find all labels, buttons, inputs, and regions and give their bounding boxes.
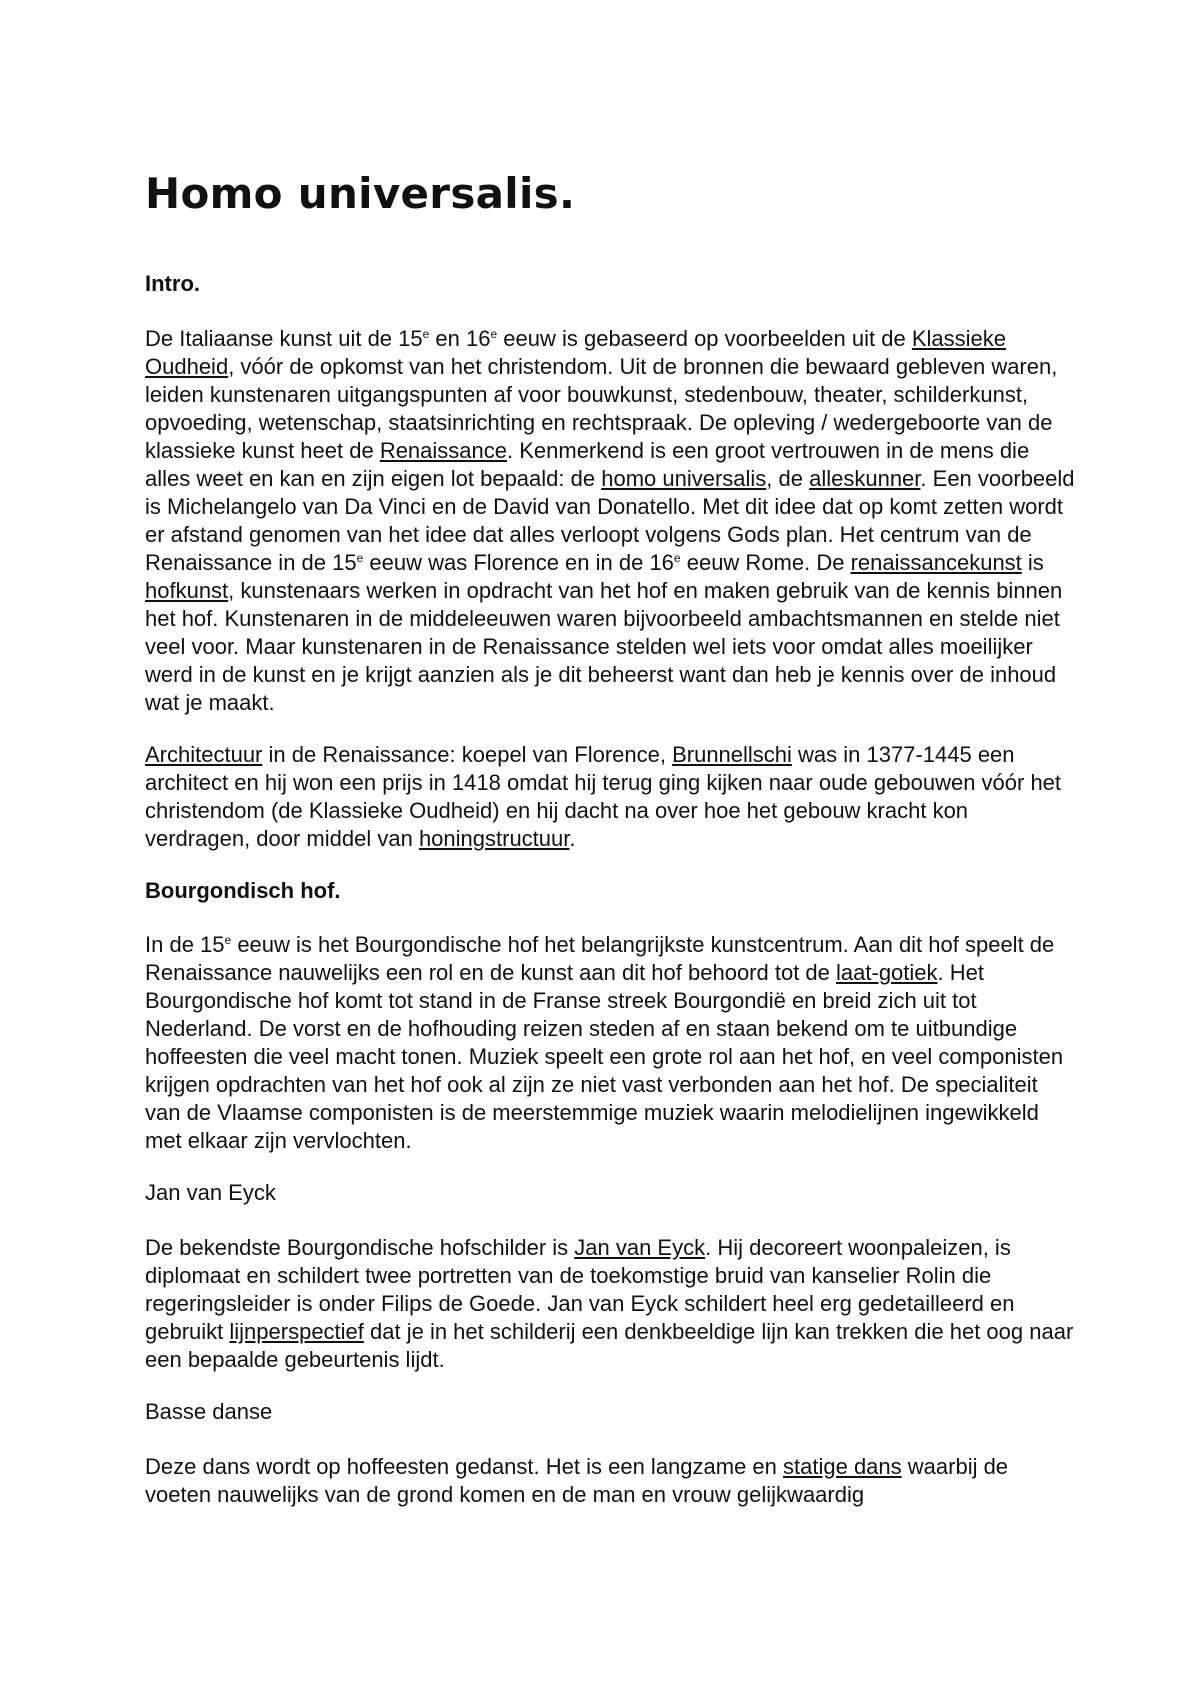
- text: Deze dans wordt op hoffeesten gedanst. Het is een langzame en: [145, 1453, 784, 1479]
- link-alleskunner[interactable]: alleskunner: [809, 465, 921, 491]
- superscript: e: [356, 550, 364, 565]
- text: is: [1021, 549, 1044, 575]
- section-heading-jan-van-eyck: Jan van Eyck: [145, 1180, 276, 1206]
- text: . Hij decoreert woonpaleizen, is diplomaat en schildert twee portretten van de toekomstige bruid van kanselier Rolin die regeringsleider is onder Filips de Goede. Jan van Eyck schildert heel erg gedetailleerd en gebruikt: [145, 1235, 1015, 1345]
- link-renaissance[interactable]: Renaissance: [379, 437, 507, 463]
- link-hofkunst[interactable]: hofkunst: [145, 577, 229, 603]
- superscript: e: [422, 326, 430, 341]
- text: In de 15: [145, 932, 225, 958]
- text: . Kenmerkend is een groot vertrouwen in de mens die alles weet en kan en zijn eigen lot bepaald: de: [145, 437, 1030, 491]
- bourgondisch-paragraph: [145, 931, 1075, 1155]
- text: , vóór de opkomst van het christendom. Uit de bronnen die bewaard gebleven waren, leiden kunstenaren uitgangspunten af voor bouwkunst, stedenbouw, theater, schilderkunst, opvoeding, wetenschap, staatsinrichting en rechtspraak. De opleving / wedergeboorte van de klassieke kunst heet de: [145, 353, 1058, 463]
- eyck-paragraph: [145, 1234, 1075, 1374]
- link-statige-dans[interactable]: statige dans: [783, 1453, 902, 1479]
- text: was in 1377-1445 een architect en hij won een prijs in 1418 omdat hij terug ging kijken naar oude gebouwen vóór het christendom (de Klassieke Oudheid) en hij dacht na over hoe het gebouw kracht kon verdragen, door middel van: [145, 741, 1062, 851]
- link-honingstructuur[interactable]: honingstructuur: [418, 825, 570, 851]
- section-heading-basse-danse: Basse danse: [145, 1399, 273, 1425]
- superscript: e: [673, 550, 681, 565]
- text: waarbij de voeten nauwelijks van de grond komen en de man en vrouw gelijkwaardig: [145, 1453, 1009, 1507]
- text: .: [569, 825, 576, 851]
- text: , de: [766, 465, 810, 491]
- link-brunnellschi[interactable]: Brunnellschi: [672, 741, 792, 767]
- text: , kunstenaars werken in opdracht van het hof en maken gebruik van de kennis binnen het hof. Kunstenaren in de middeleeuwen waren bijvoorbeeld ambachtsmannen en stelde niet veel voor. Maar kunstenaren in de Renaissance stelden wel iets voor omdat alles moeilijker werd in de kunst en je krijgt aanzien als je dit beheerst want dan heb je kennis over de inhoud wat je maakt.: [145, 577, 1063, 715]
- link-lijnperspectief[interactable]: lijnperspectief: [229, 1319, 364, 1345]
- link-laat-gotiek[interactable]: laat-gotiek: [836, 960, 938, 986]
- text: in de Renaissance: koepel van Florence,: [262, 741, 673, 767]
- text: . Een voorbeeld is Michelangelo van Da Vinci en de David van Donatello. Met dit idee dat op komt zetten wordt er afstand genomen van het idee dat alles verloopt volgens Gods plan. Het centrum van de Renaissance in de 15: [145, 465, 1075, 575]
- text: eeuw was Florence en in de 16: [363, 549, 674, 575]
- intro-paragraph-1: [145, 325, 1075, 717]
- link-klassieke-oudheid[interactable]: Klassieke Oudheid: [145, 325, 1006, 379]
- text: eeuw Rome. De: [680, 549, 851, 575]
- section-heading-bourgondisch-hof: Bourgondisch hof.: [145, 877, 341, 903]
- text: dat je in het schilderij een denkbeeldige lijn kan trekken die het oog naar een bepaalde gebeurtenis lijdt.: [145, 1319, 1074, 1373]
- link-jan-van-eyck[interactable]: Jan van Eyck: [574, 1235, 706, 1261]
- link-homo-universalis[interactable]: homo universalis: [601, 465, 767, 491]
- superscript: e: [224, 933, 232, 948]
- text: en 16: [429, 325, 491, 351]
- basse-paragraph: [145, 1453, 1075, 1509]
- superscript: e: [490, 326, 498, 341]
- document-title: Homo universalis.: [145, 169, 576, 218]
- text: De Italiaanse kunst uit de 15: [145, 325, 423, 351]
- text: eeuw is gebaseerd op voorbeelden uit de: [497, 325, 912, 351]
- text: De bekendste Bourgondische hofschilder is: [145, 1235, 575, 1261]
- section-heading-intro: Intro.: [145, 271, 200, 297]
- link-architectuur[interactable]: Architectuur: [145, 741, 263, 767]
- document-page: [145, 170, 1075, 1509]
- link-renaissancekunst[interactable]: renaissancekunst: [850, 549, 1022, 575]
- text: eeuw is het Bourgondische hof het belangrijkste kunstcentrum. Aan dit hof speelt de Renaissance nauwelijks een rol en de kunst aan dit hof behoord tot de: [145, 932, 1055, 986]
- intro-paragraph-2: [145, 741, 1075, 853]
- text: . Het Bourgondische hof komt tot stand in de Franse streek Bourgondië en breid zich uit tot Nederland. De vorst en de hofhouding reizen steden af en staan bekend om te uitbundige hoffeesten die veel macht tonen. Muziek speelt een grote rol aan het hof, en veel componisten krijgen opdrachten van het hof ook al zijn ze niet vast verbonden aan het hof. De specialiteit van de Vlaamse componisten is de meerstemmige muziek waarin melodielijnen ingewikkeld met elkaar zijn vervlochten.: [145, 960, 1064, 1154]
